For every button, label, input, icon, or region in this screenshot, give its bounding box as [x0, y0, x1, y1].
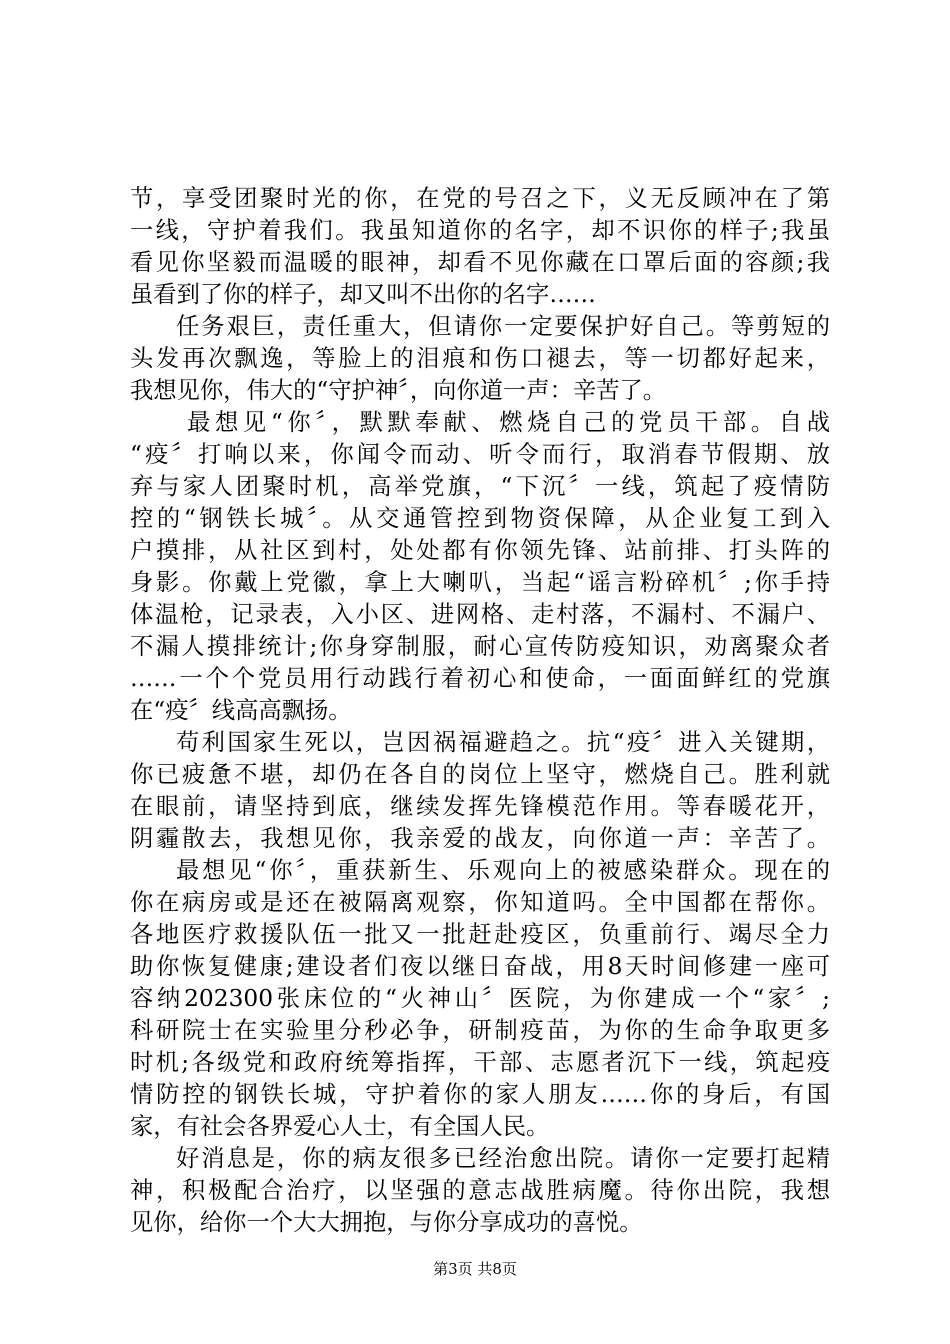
paragraph-first-line: 任务艰巨，责任重大，但请你一定要保护好自己。等剪短的: [176, 313, 830, 340]
text-line: 时机;各级党和政府统筹指挥，干部、志愿者沉下一线，筑起疫: [130, 1049, 830, 1076]
text-line: 虽看到了你的样子，却又叫不出你的名字……: [130, 281, 596, 308]
paragraph-first-line: 最想见“你〞，默默奉献、燃烧自己的党员干部。自战: [187, 409, 830, 436]
text-line: 容纳202300张床位的“火神山〞医院，为你建成一个“家〞;: [130, 985, 830, 1012]
text-line: 头发再次飘逸，等脸上的泪痕和伤口褪去，等一切都好起来，: [130, 345, 830, 372]
text-line: 身影。你戴上党徽，拿上大喇叭，当起“谣言粉碎机〞;你手持: [130, 569, 830, 596]
text-line: 情防控的钢铁长城，守护着你的家人朋友……你的身后，有国: [130, 1081, 830, 1108]
text-line: 一线，守护着我们。我虽知道你的名字，却不识你的样子;我虽: [130, 217, 830, 244]
text-line: 户摸排，从社区到村，处处都有你领先锋、站前排、打头阵的: [130, 537, 830, 564]
paragraph-first-line: 好消息是，你的病友很多已经治愈出院。请你一定要打起精: [176, 1145, 830, 1172]
text-line: 见你，给你一个大大拥抱，与你分享成功的喜悦。: [130, 1209, 643, 1236]
text-line: 科研院士在实验里分秒必争，研制疫苗，为你的生命争取更多: [130, 1017, 830, 1044]
text-line: 看见你坚毅而温暖的眼神，却看不见你藏在口罩后面的容颜;我: [130, 249, 830, 276]
text-line: 阴霾散去，我想见你，我亲爱的战友，向你道一声：辛苦了。: [130, 825, 830, 852]
text-line: “疫〞打响以来，你闻令而动、听令而行，取消春节假期、放: [130, 441, 830, 468]
text-line: 我想见你，伟大的“守护神〞，向你道一声：辛苦了。: [130, 377, 667, 404]
text-line: 神，积极配合治疗，以坚强的意志战胜病魔。待你出院，我想: [130, 1177, 830, 1204]
text-line: 弃与家人团聚时机，高举党旗，“下沉〞一线，筑起了疫情防: [130, 473, 830, 500]
text-line: 节，享受团聚时光的你，在党的号召之下，义无反顾冲在了第: [130, 185, 830, 212]
text-line: 你在病房或是还在被隔离观察，你知道吗。全中国都在帮你。: [130, 889, 830, 916]
text-line: 在“疫〞线高高飘扬。: [130, 697, 352, 724]
document-body: [130, 183, 830, 1239]
text-line: 体温枪，记录表，入小区、进网格、走村落，不漏村、不漏户、: [130, 601, 830, 628]
text-line: 控的“钢铁长城〞。从交通管控到物资保障，从企业复工到入: [130, 505, 830, 532]
text-line: 各地医疗救援队伍一批又一批赶赴疫区，负重前行、竭尽全力: [130, 921, 830, 948]
text-line: ……一个个党员用行动践行着初心和使命，一面面鲜红的党旗: [130, 665, 830, 692]
paragraph-first-line: 苟利国家生死以，岂因祸福避趋之。抗“疫〞进入关键期，: [176, 729, 830, 756]
text-line: 在眼前，请坚持到底，继续发挥先锋模范作用。等春暖花开，: [130, 793, 830, 820]
page-number-footer: 第3页 共8页: [433, 1260, 517, 1278]
paragraph-first-line: 最想见“你〞，重获新生、乐观向上的被感染群众。现在的: [176, 857, 830, 884]
text-line: 助你恢复健康;建设者们夜以继日奋战，用8天时间修建一座可: [130, 953, 830, 980]
text-line: 你已疲惫不堪，却仍在各自的岗位上坚守，燃烧自己。胜利就: [130, 761, 830, 788]
text-line: 家，有社会各界爱心人士，有全国人民。: [130, 1113, 550, 1140]
text-line: 不漏人摸排统计;你身穿制服，耐心宣传防疫知识，劝离聚众者: [130, 633, 830, 660]
